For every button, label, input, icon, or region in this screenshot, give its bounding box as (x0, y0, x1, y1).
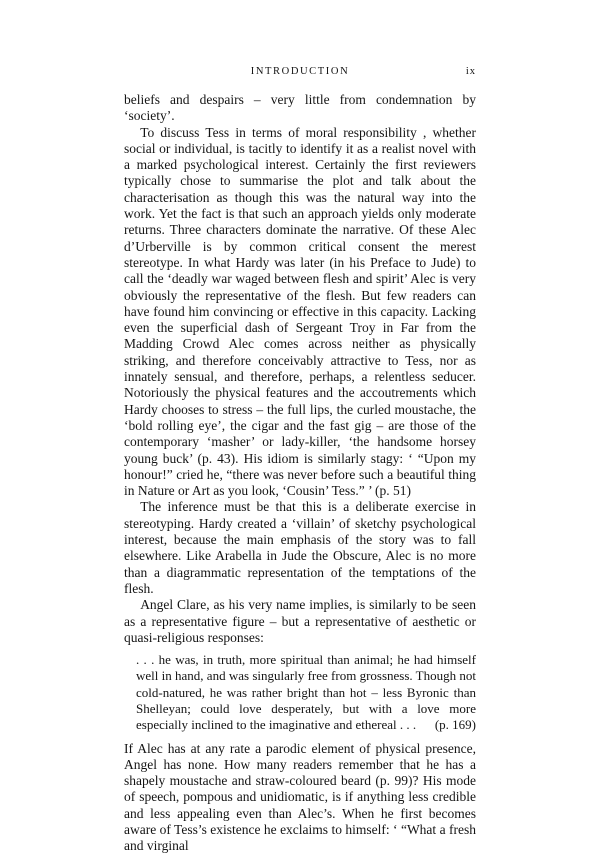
quotation-reference: (p. 169) (434, 717, 476, 733)
paragraph-3: The inference must be that this is a deliberate exercise in stereotyping. Hardy created a ‘villain’ of sketchy psychological interest, because the main emphasis of the story was to fall elsewhere. Like Arabella in Jude the Obscure, Alec is no more than a diagrammatic representation of the temptations of the flesh. (124, 499, 476, 596)
paragraph-5: If Alec has at any rate a parodic element of physical presence, Angel has none. How many readers remember that he has a shapely moustache and straw-coloured beard (p. 99)? His mode of speech, pompous and unidiomatic, is if anything less credible and less appealing even than Alec’s. When he first becomes aware of Tess’s existence he exclaims to himself: ‘ “What a fresh and virginal (124, 740, 476, 854)
paragraph-4: Angel Clare, as his very name implies, is similarly to be seen as a representative figure – but a representative of aesthetic or quasi-religious responses: (124, 597, 476, 645)
book-page (124, 66, 476, 855)
page-number: ix (465, 66, 476, 77)
paragraph-1: beliefs and despairs – very little from condemnation by ‘society’. (124, 92, 476, 124)
paragraph-2: To discuss Tess in terms of moral responsibility , whether social or individual, is tacitly to identify it as a realist novel with a marked psychological interest. Certainly the first reviewers typically chose to summarise the plot and talk about the characterisation as though this was the natural way into the work. Yet the fact is that such an approach yields only moderate returns. Three characters dominate the narrative. Of these Alec d’Urberville is by common critical consent the merest stereotype. In what Hardy was later (in his Preface to Jude) to call the ‘deadly war waged between flesh and spirit’ Alec is very obviously the representative of the flesh. But few readers can have found him convincing or effective in this capacity. Lacking even the superficial dash of Sergeant Troy in Far from the Madding Crowd Alec comes across neither as physically striking, and therefore conceivably attractive to Tess, nor as innately sensual, and therefore, perhaps, a relentless seducer. Notoriously the physical features and the accoutrements which Hardy chooses to stress – the full lips, the curled moustache, the ‘bold rolling eye’, the cigar and the fast gig – are those of the contemporary ‘masher’ or lady-killer, ‘the handsome horsey young buck’ (p. 43). His idiom is similarly stagy: ‘ “Upon my honour!” cried he, “there was never before such a beautiful thing in Nature or Art as you look, ‘Cousin’ Tess.” ’ (p. 51) (124, 124, 476, 499)
block-quotation (136, 652, 476, 733)
running-header (124, 66, 476, 82)
quotation-text: . . . he was, in truth, more spiritual than animal; he had himself well in hand, and was singularly free from grossness. Though not cold-natured, he was rather bright than hot – less Byronic than Shelleyan; could love desperately, but with a love more especially inclined to the imaginative and ethereal . . . (136, 652, 476, 733)
running-title: INTRODUCTION (250, 66, 350, 77)
